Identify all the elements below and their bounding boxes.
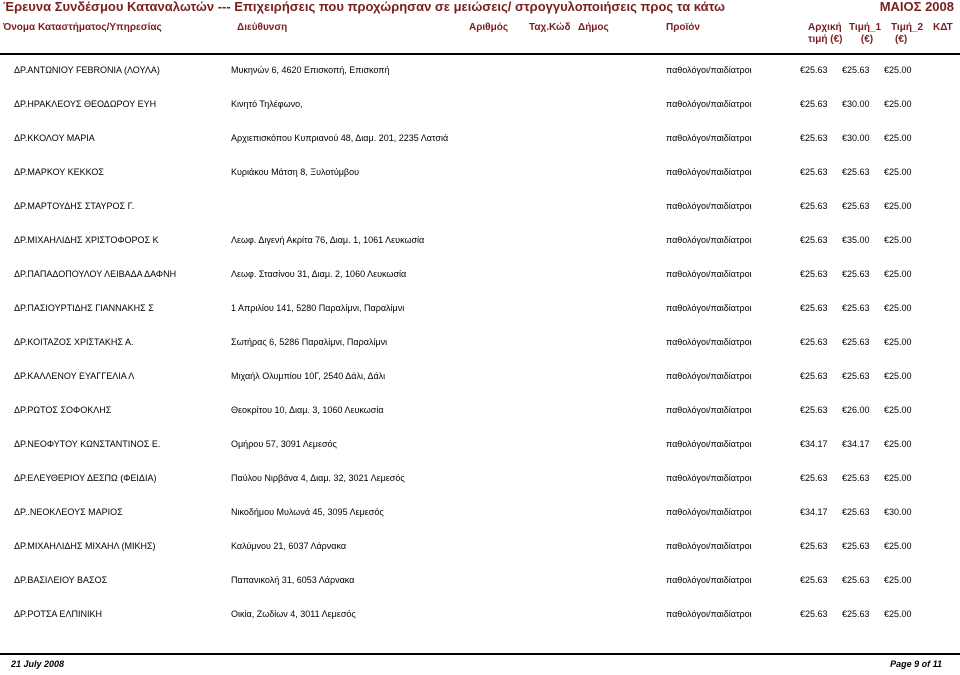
row-product: παθολόγοι/παιδίατροι xyxy=(666,167,752,177)
row-price-initial: €25.63 xyxy=(800,609,828,619)
row-price2: €25.00 xyxy=(884,371,912,381)
row-address: Αρχιεπισκόπου Κυπριανού 48, Διαμ. 201, 2235 Λατσιά xyxy=(231,133,449,143)
row-price-initial: €25.63 xyxy=(800,201,828,211)
row-price2: €25.00 xyxy=(884,201,912,211)
table-row xyxy=(0,540,960,554)
row-product: παθολόγοι/παιδίατροι xyxy=(666,337,752,347)
row-address: Θεοκρίτου 10, Διαμ. 3, 1060 Λευκωσία xyxy=(231,405,384,415)
row-price-initial: €34.17 xyxy=(800,507,828,517)
page-footer xyxy=(0,653,960,675)
row-name: ΔΡ.ΡΩΤΟΣ ΣΟΦΟΚΛΗΣ xyxy=(14,405,112,415)
table-row xyxy=(0,506,960,520)
row-price1: €25.63 xyxy=(842,507,870,517)
row-address: Μιχαήλ Ολυμπίου 10Γ, 2540 Δάλι, Δάλι xyxy=(231,371,386,381)
row-product: παθολόγοι/παιδίατροι xyxy=(666,65,752,75)
row-price-initial: €25.63 xyxy=(800,405,828,415)
row-address: Ομήρου 57, 3091 Λεμεσός xyxy=(231,439,337,449)
row-product: παθολόγοι/παιδίατροι xyxy=(666,575,752,585)
row-price1: €34.17 xyxy=(842,439,870,449)
row-price2: €25.00 xyxy=(884,473,912,483)
row-address: Λεωφ. Στασίνου 31, Διαμ. 2, 1060 Λευκωσία xyxy=(231,269,407,279)
table-row xyxy=(0,268,960,282)
row-name: ΔΡ.ΒΑΣΙΛΕΙΟΥ ΒΑΣΟΣ xyxy=(14,575,108,585)
row-address: Νικοδήμου Μυλωνά 45, 3095 Λεμεσός xyxy=(231,507,384,517)
row-product: παθολόγοι/παιδίατροι xyxy=(666,303,752,313)
table-row xyxy=(0,472,960,486)
table-row xyxy=(0,336,960,350)
row-price1: €25.63 xyxy=(842,269,870,279)
row-price1: €25.63 xyxy=(842,65,870,75)
row-price1: €30.00 xyxy=(842,99,870,109)
table-row xyxy=(0,98,960,112)
row-price2: €25.00 xyxy=(884,133,912,143)
table-row xyxy=(0,438,960,452)
row-name: ΔΡ.ΕΛΕΥΘΕΡΙΟΥ ΔΕΣΠΩ (ΦΕΙΔΙΑ) xyxy=(14,473,157,483)
row-product: παθολόγοι/παιδίατροι xyxy=(666,439,752,449)
row-name: ΔΡ.ΚΟΙΤΑΖΟΣ ΧΡΙΣΤΑΚΗΣ Α. xyxy=(14,337,134,347)
table-row xyxy=(0,234,960,248)
row-address: Οικία, Ζωδίων 4, 3011 Λεμεσός xyxy=(231,609,356,619)
col-header-price1 xyxy=(849,22,881,46)
row-price1: €25.63 xyxy=(842,337,870,347)
row-price1: €25.63 xyxy=(842,473,870,483)
row-product: παθολόγοι/παιδίατροι xyxy=(666,201,752,211)
row-price2: €25.00 xyxy=(884,609,912,619)
col-header-postcode: Ταχ.Κώδ xyxy=(529,22,571,33)
row-name: ΔΡ.ΜΑΡΚΟΥ ΚΕΚΚΟΣ xyxy=(14,167,104,177)
row-price-initial: €25.63 xyxy=(800,303,828,313)
col-header-price-initial-line1: Αρχική xyxy=(808,22,842,33)
row-price1: €25.63 xyxy=(842,303,870,313)
row-price-initial: €25.63 xyxy=(800,541,828,551)
row-price1: €25.63 xyxy=(842,609,870,619)
row-price1: €25.63 xyxy=(842,371,870,381)
row-price-initial: €25.63 xyxy=(800,337,828,347)
table-row xyxy=(0,132,960,146)
row-price2: €25.00 xyxy=(884,167,912,177)
row-product: παθολόγοι/παιδίατροι xyxy=(666,405,752,415)
col-header-price2-line1: Τιμή_2 xyxy=(891,22,924,33)
row-price2: €25.00 xyxy=(884,269,912,279)
row-address: Καλύμνου 21, 6037 Λάρνακα xyxy=(231,541,347,551)
row-product: παθολόγοι/παιδίατροι xyxy=(666,133,752,143)
row-price-initial: €34.17 xyxy=(800,439,828,449)
row-price1: €25.63 xyxy=(842,575,870,585)
row-product: παθολόγοι/παιδίατροι xyxy=(666,507,752,517)
row-product: παθολόγοι/παιδίατροι xyxy=(666,541,752,551)
col-header-price-initial-line2: τιμή (€) xyxy=(808,34,843,45)
row-product: παθολόγοι/παιδίατροι xyxy=(666,473,752,483)
row-name: ΔΡ.ΚΑΛΛΕΝΟΥ ΕΥΑΓΓΕΛΙΑ Λ xyxy=(14,371,135,381)
row-name: ΔΡ.ΜΑΡΤΟΥΔΗΣ ΣΤΑΥΡΟΣ Γ. xyxy=(14,201,135,211)
col-header-number: Αριθμός xyxy=(469,22,509,33)
col-header-municipality: Δήμος xyxy=(578,22,609,33)
row-price2: €25.00 xyxy=(884,439,912,449)
col-header-price1-line2: (€) xyxy=(860,34,874,45)
row-price2: €25.00 xyxy=(884,575,912,585)
row-price2: €25.00 xyxy=(884,65,912,75)
col-header-product: Προϊόν xyxy=(666,22,700,33)
row-name: ΔΡ.ΜΙΧΑΗΛΙΔΗΣ ΧΡΙΣΤΟΦΟΡΟΣ Κ xyxy=(14,235,159,245)
row-price1: €26.00 xyxy=(842,405,870,415)
table-row xyxy=(0,302,960,316)
row-price-initial: €25.63 xyxy=(800,575,828,585)
row-name: ΔΡ.ΠΑΠΑΔΟΠΟΥΛΟΥ ΛΕΙΒΑΔΑ ΔΑΦΝΗ xyxy=(14,269,177,279)
row-price1: €25.63 xyxy=(842,167,870,177)
row-product: παθολόγοι/παιδίατροι xyxy=(666,235,752,245)
row-name: ΔΡ.ΠΑΣΙΟΥΡΤΙΔΗΣ ΓΙΑΝΝΑΚΗΣ Σ xyxy=(14,303,154,313)
col-header-vat: ΚΔΤ xyxy=(933,22,953,33)
column-header-row xyxy=(0,17,960,55)
row-price1: €30.00 xyxy=(842,133,870,143)
row-price2: €25.00 xyxy=(884,405,912,415)
col-header-name: Όνομα Καταστήματος/Υπηρεσίας xyxy=(3,22,162,33)
table-row xyxy=(0,64,960,78)
report-title: Έρευνα Συνδέσμου Καταναλωτών --- Επιχειρήσεις που προχώρησαν σε μειώσεις/ στρογγυλοποιήσεις προς τα κάτω xyxy=(3,0,726,14)
row-price-initial: €25.63 xyxy=(800,99,828,109)
row-name: ΔΡ.ΚΚΟΛΟΥ ΜΑΡΙΑ xyxy=(14,133,95,143)
row-price2: €25.00 xyxy=(884,303,912,313)
row-address: Κινητό Τηλέφωνο, xyxy=(231,99,303,109)
row-address: Λεωφ. Διγενή Ακρίτα 76, Διαμ. 1, 1061 Λευκωσία xyxy=(231,235,425,245)
row-address: Μυκηνών 6, 4620 Επισκοπή, Επισκοπή xyxy=(231,65,390,75)
row-name: ΔΡ.ΡΟΤΣΑ ΕΛΠΙΝΙΚΗ xyxy=(14,609,102,619)
report-month: ΜΑΙΟΣ 2008 xyxy=(879,0,954,14)
col-header-price1-line1: Τιμή_1 xyxy=(849,22,882,33)
col-header-price2-line2: (€) xyxy=(895,34,908,45)
row-price-initial: €25.63 xyxy=(800,269,828,279)
row-name: ΔΡ.ΝΕΟΦΥΤΟΥ ΚΩΝΣΤΑΝΤΙΝΟΣ Ε. xyxy=(14,439,161,449)
col-header-price2 xyxy=(891,22,923,46)
row-price-initial: €25.63 xyxy=(800,235,828,245)
row-name: ΔΡ..ΝΕΟΚΛΕΟΥΣ ΜΑΡΙΟΣ xyxy=(14,507,123,517)
row-address: Σωτήρας 6, 5286 Παραλίμνι, Παραλίμνι xyxy=(231,337,388,347)
row-name: ΔΡ.ΑΝΤΩΝΙΟΥ FEBRONIA (ΛΟΥΛΑ) xyxy=(14,65,160,75)
table-row xyxy=(0,166,960,180)
row-product: παθολόγοι/παιδίατροι xyxy=(666,99,752,109)
row-price2: €25.00 xyxy=(884,235,912,245)
row-address: Παύλου Νιρβάνα 4, Διαμ. 32, 3021 Λεμεσός xyxy=(231,473,405,483)
row-name: ΔΡ.ΗΡΑΚΛΕΟΥΣ ΘΕΟΔΩΡΟΥ ΕΥΗ xyxy=(14,99,157,109)
table-row xyxy=(0,574,960,588)
row-price-initial: €25.63 xyxy=(800,167,828,177)
row-address: Κυριάκου Μάτση 8, Ξυλοτύμβου xyxy=(231,167,360,177)
row-address: 1 Απριλίου 141, 5280 Παραλίμνι, Παραλίμνι xyxy=(231,303,405,313)
table-row xyxy=(0,608,960,622)
row-price-initial: €25.63 xyxy=(800,65,828,75)
row-price-initial: €25.63 xyxy=(800,133,828,143)
row-product: παθολόγοι/παιδίατροι xyxy=(666,609,752,619)
table-row xyxy=(0,200,960,214)
col-header-address: Διεύθυνση xyxy=(237,22,288,33)
footer-date: 21 July 2008 xyxy=(11,659,65,669)
report-title-bar xyxy=(0,0,960,14)
table-row xyxy=(0,404,960,418)
row-price1: €25.63 xyxy=(842,541,870,551)
row-price2: €30.00 xyxy=(884,507,912,517)
table-row xyxy=(0,370,960,384)
footer-page-number: Page 9 of 11 xyxy=(890,659,942,669)
row-price2: €25.00 xyxy=(884,337,912,347)
row-price1: €35.00 xyxy=(842,235,870,245)
row-price-initial: €25.63 xyxy=(800,473,828,483)
row-price1: €25.63 xyxy=(842,201,870,211)
row-price-initial: €25.63 xyxy=(800,371,828,381)
row-price2: €25.00 xyxy=(884,99,912,109)
row-product: παθολόγοι/παιδίατροι xyxy=(666,269,752,279)
row-price2: €25.00 xyxy=(884,541,912,551)
col-header-price-initial xyxy=(808,22,842,46)
row-name: ΔΡ.ΜΙΧΑΗΛΙΔΗΣ ΜΙΧΑΗΛ (ΜΙΚΗΣ) xyxy=(14,541,156,551)
row-product: παθολόγοι/παιδίατροι xyxy=(666,371,752,381)
row-address: Παπανικολή 31, 6053 Λάρνακα xyxy=(231,575,355,585)
